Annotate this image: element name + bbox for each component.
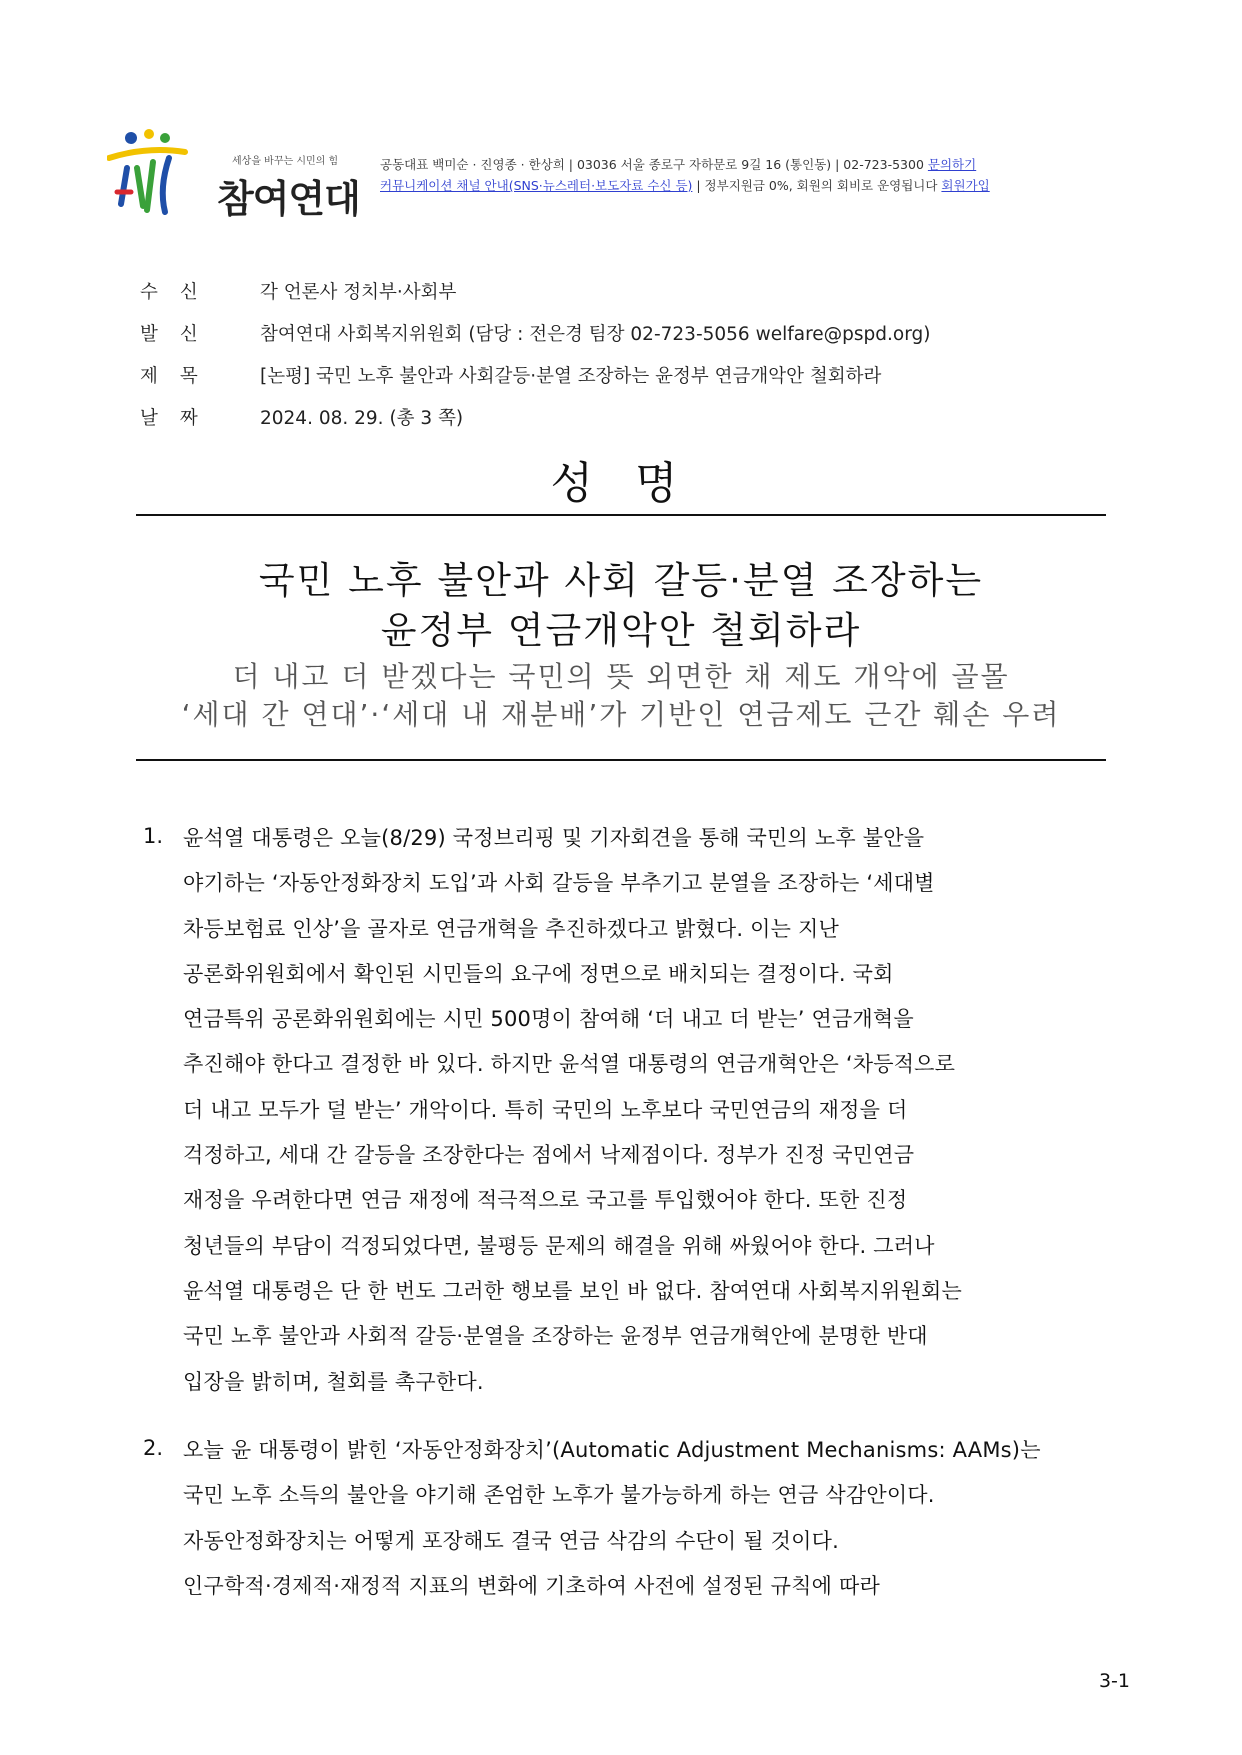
- subtitle-line-2: ‘세대 간 연대’·‘세대 내 재분배’가 기반인 연금제도 근간 훼손 우려: [181, 698, 1061, 731]
- memo-value: 각 언론사 정치부·사회부: [260, 282, 457, 303]
- paragraph-line: 차등보험료 인상’을 골자로 연금개혁을 추진하겠다고 밝혔다. 이는 지난: [183, 916, 839, 941]
- paragraph-line: 더 내고 모두가 덜 받는’ 개악이다. 특히 국민의 노후보다 국민연금의 재정을 더: [183, 1097, 908, 1122]
- contact-info: 공동대표 백미순 · 진영종 · 한상희 | 03036 서울 종로구 자하문로 9길 16 (통인동) | 02-723-5300: [380, 157, 924, 172]
- title-line-1: 국민 노후 불안과 사회 갈등·분열 조장하는: [258, 559, 984, 602]
- memo-value: 2024. 08. 29. (총 3 쪽): [260, 408, 464, 429]
- paragraph-line: 국민 노후 불안과 사회적 갈등·분열을 조장하는 윤정부 연금개혁안에 분명한 반대: [183, 1324, 928, 1349]
- paragraph-line: 재정을 우려한다면 연금 재정에 적극적으로 국고를 투입했어야 한다. 또한 진정: [183, 1188, 908, 1213]
- paragraph-line: 입장을 밝히며, 철회를 촉구한다.: [183, 1369, 484, 1394]
- people-logo-icon: [107, 128, 227, 224]
- header-info-line-2: [380, 175, 990, 196]
- paragraph-line: 연금특위 공론화위원회에는 시민 500명이 참여해 ‘더 내고 더 받는’ 연금개혁을: [183, 1007, 914, 1032]
- memo-label: 수신: [140, 282, 220, 303]
- paragraph-line: 걱정하고, 세대 간 갈등을 조장한다는 점에서 낙제점이다. 정부가 진정 국민연금: [183, 1143, 915, 1168]
- memo-label: 날짜: [140, 408, 220, 429]
- memo-value: 참여연대 사회복지위원회 (담당 : 전은경 팀장 02-723-5056 welfare@pspd.org): [260, 324, 931, 345]
- memo-fields: [140, 270, 930, 438]
- paragraph-line: 오늘 윤 대통령이 밝힌 ‘자동안정화장치’(Automatic Adjustment Mechanisms: AAMs)는: [183, 1438, 1041, 1462]
- memo-row-subject: [140, 354, 930, 396]
- header-info-line-1: [380, 154, 990, 175]
- paragraph-line: 야기하는 ‘자동안정화장치 도입’과 사회 갈등을 부추기고 분열을 조장하는 ‘세대별: [183, 871, 935, 896]
- memo-value: [논평] 국민 노후 불안과 사회갈등·분열 조장하는 윤정부 연금개악안 철회하라: [260, 366, 882, 387]
- paragraph-line: 공론화위원회에서 확인된 시민들의 요구에 정면으로 배치되는 결정이다. 국회: [183, 961, 894, 986]
- title-line-2: 윤정부 연금개악안 철회하라: [380, 609, 862, 652]
- paragraph-lines: [183, 824, 962, 1413]
- paragraph-line: 자동안정화장치는 어떻게 포장해도 결국 연금 삭감의 수단이 될 것이다.: [183, 1528, 839, 1553]
- paragraph-line: 추진해야 한다고 결정한 바 있다. 하지만 윤석열 대통령의 연금개혁안은 ‘차등적으로: [183, 1052, 956, 1077]
- org-name: 참여연대: [217, 177, 360, 221]
- paragraph-line: 청년들의 부담이 걱정되었다면, 불평등 문제의 해결을 위해 싸웠어야 한다. 그러나: [183, 1233, 935, 1258]
- logo-tagline: 세상을 바꾸는 시민의 힘: [232, 156, 339, 167]
- org-logo: [107, 128, 367, 224]
- communication-channel-link[interactable]: 커뮤니케이션 채널 안내(SNS·뉴스레터·보도자료 수신 등): [380, 178, 693, 193]
- inquiry-link[interactable]: 문의하기: [927, 157, 977, 172]
- memo-row-date: [140, 396, 930, 438]
- page-number: 3-1: [1098, 1670, 1130, 1692]
- header-info: [380, 154, 990, 196]
- paragraph-line: 윤석열 대통령은 오늘(8/29) 국정브리핑 및 기자회견을 통해 국민의 노후 불안을: [183, 826, 925, 850]
- paragraph-line: 국민 노후 소득의 불안을 야기해 존엄한 노후가 불가능하게 하는 연금 삭감안이다.: [183, 1483, 935, 1508]
- memo-label: 발신: [140, 324, 220, 345]
- subtitle-line-1: 더 내고 더 받겠다는 국민의 뜻 외면한 채 제도 개악에 골몰: [232, 660, 1010, 693]
- paragraph-line: 인구학적·경제적·재정적 지표의 변화에 기초하여 사전에 설정된 규칙에 따라: [183, 1573, 880, 1598]
- membership-link[interactable]: 회원가입: [941, 178, 990, 193]
- document-type-heading: 성 명: [550, 458, 692, 509]
- paragraph-lines: [183, 1436, 1041, 1617]
- memo-row-sender: [140, 312, 930, 354]
- funding-note: | 정부지원금 0%, 회원의 회비로 운영됩니다: [692, 178, 942, 193]
- paragraph-number: 2.: [143, 1436, 164, 1460]
- paragraph-number: 1.: [143, 824, 164, 848]
- divider-bottom: [136, 759, 1106, 761]
- memo-label: 제목: [140, 366, 220, 387]
- memo-row-recipient: [140, 270, 930, 312]
- divider-top: [136, 514, 1106, 516]
- paragraph-line: 윤석열 대통령은 단 한 번도 그러한 행보를 보인 바 없다. 참여연대 사회복지위원회는: [183, 1278, 963, 1303]
